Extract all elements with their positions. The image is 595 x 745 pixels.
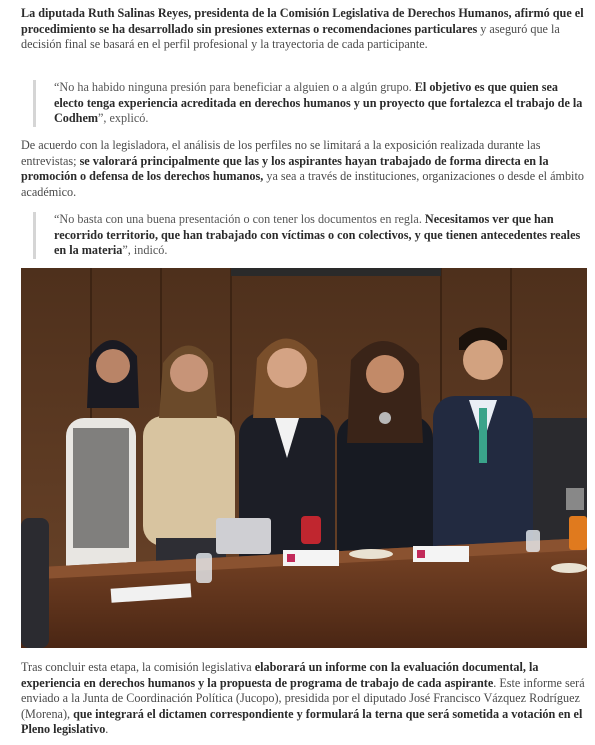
text-span: ”, indicó. [122,243,168,258]
blockquote-1 [33,80,587,127]
text-span: . Este informe será enviado a la Junta de Coordinación Política (Jucopo), presidida por el diputado José Francisco Vázquez Rodríguez (Morena), [21,675,585,721]
text-span: “No ha habido ninguna presión para beneficiar a alguien o a algún grupo. [54,80,415,94]
paragraph-intro [21,6,587,53]
bold-span: que integrará el dictamen correspondiente y formulará la terna que será sometida a votación en el Pleno legislativo [21,706,583,737]
paragraph-profiles [21,138,587,200]
group-photo [21,268,587,648]
text-span: y aseguró que la decisión final se basará en el perfil profesional y la trayectoria de cada participante. [21,21,560,52]
quote-text [54,80,587,127]
bold-span: El objetivo es que quien sea electo tenga experiencia acreditada en derechos humanos y un proyecto que fortalezca el trabajo de la Codhem [54,80,583,126]
text-span: . [105,722,109,737]
text-span: Tras concluir esta etapa, la comisión legislativa [21,660,255,674]
bold-span: se valorará principalmente que las y los aspirantes hayan trabajado de forma directa en la promoción o defensa de los derechos humanos, [21,153,549,184]
text-span: ”, explicó. [98,111,149,126]
bold-span: elaborará un informe con la evaluación documental, la experiencia en derechos humanos y la propuesta de programa de trabajo de cada aspirante [21,660,539,690]
text-span: ya sea a través de instituciones, organizaciones o desde el ámbito académico. [21,169,584,199]
paragraph-next-steps [21,660,587,738]
quote-text [54,212,587,259]
text-span: “No basta con una buena presentación o con tener los documentos en regla. [54,212,425,226]
text-span: De acuerdo con la legisladora, el análisis de los perfiles no se limitará a la exposición realizada durante las entrevistas; [21,138,541,168]
bold-span: Necesitamos ver que han recorrido territorio, que han trabajado con víctimas o con colectivos, y que tienen antecedentes reales en la materia [54,212,581,258]
bold-span: La diputada Ruth Salinas Reyes, presidenta de la Comisión Legislativa de Derechos Humanos, afirmó que el procedimiento se ha desarrollado sin presiones externas o recomendaciones particulares [21,6,584,36]
blockquote-2 [33,212,587,259]
